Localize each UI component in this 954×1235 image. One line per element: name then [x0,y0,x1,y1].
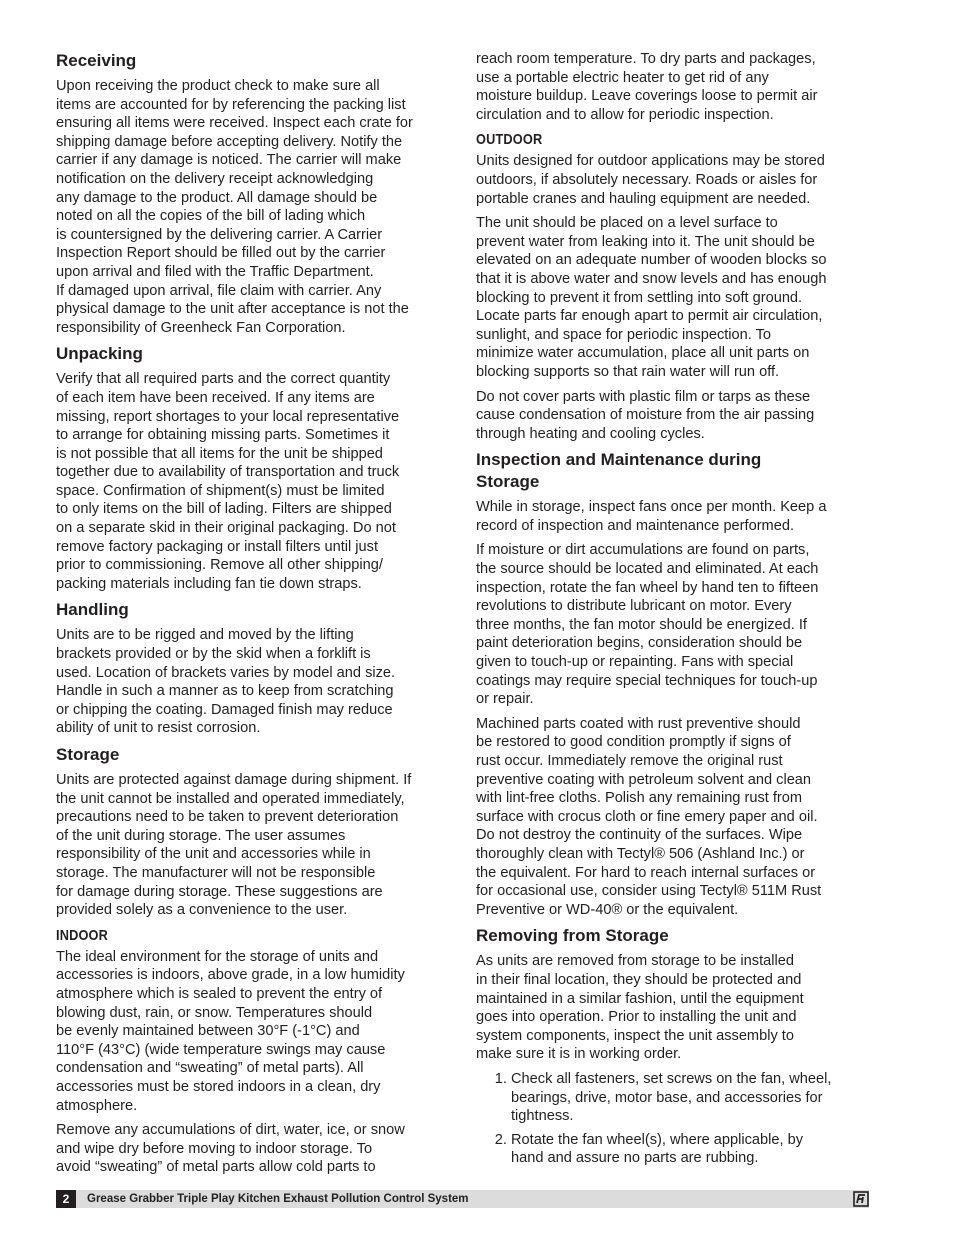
removing-steps-list [476,1070,874,1168]
indoor-paragraph-2: Remove any accumulations of dirt, water, ice, or snow and wipe dry before moving to indoor storage. To avoid “sweating” of metal parts allow cold parts to [56,1122,405,1176]
right-column [476,50,874,1173]
left-column [56,50,456,1183]
removing-heading: Removing from Storage [476,926,669,946]
outdoor-paragraph-3: Do not cover parts with plastic film or tarps as these cause condensation of moisture from the air passing through heating and cooling cycles. [476,388,815,442]
indoor-paragraph-continued: reach room temperature. To dry parts and packages, use a portable electric heater to get rid of any moisture buildup. Leave coverings loose to permit air circulation and to allow for periodic inspection. [476,51,818,123]
inspection-paragraph-3: Machined parts coated with rust preventive should be restored to good condition promptly if signs of rust occur. Immediately remove the original rust preventive coating with petroleum solvent and clean with lint-free cloths. Polish any remaining rust from surface with crocus cloth or fine emery paper and oil. Do not destroy the continuity of the surfaces. Wipe thoroughly clean with Tectyl® 506 (Ashland Inc.) or the equivalent. For hard to reach internal surfaces or for occasional use, consider using Tectyl® 511M Rust Preventive or WD-40® or the equivalent. [476,715,822,918]
removing-paragraph: As units are removed from storage to be installed in their final location, they should be protected and maintained in a similar fashion, until the equipment goes into operation. Prior to installing the unit and system components, inspect the unit assembly to make sure it is in working order. [476,953,804,1063]
outdoor-paragraph-2: The unit should be placed on a level surface to prevent water from leaking into it. The unit should be elevated on an adequate number of wooden blocks so that it is above water and snow levels and has enough blocking to prevent it from settling into soft ground. Locate parts far enough apart to permit air circulation, sunlight, and space for periodic inspection. To minimize water accumulation, place all unit parts on blocking supports so that rain water will run off. [476,215,827,380]
greenheck-logo-icon [853,1191,869,1207]
page-number: 2 [56,1190,76,1208]
inspection-heading: Inspection and Maintenance during Storage [476,450,762,492]
indoor-subheading: INDOOR [56,926,109,944]
page-footer [56,1190,869,1208]
inspection-paragraph-1: While in storage, inspect fans once per month. Keep a record of inspection and maintenance performed. [476,499,827,534]
handling-heading: Handling [56,600,129,620]
handling-paragraph: Units are to be rigged and moved by the lifting brackets provided or by the skid when a forklift is used. Location of brackets varies by model and size. Handle in such a manner as to keep from scratching or chipping the coating. Damaged finish may reduce ability of unit to resist corrosion. [56,627,396,737]
outdoor-subheading: OUTDOOR [476,131,543,149]
unpacking-paragraph: Verify that all required parts and the correct quantity of each item have been received. If any items are missing, report shortages to your local representative to arrange for obtaining missing parts. Sometimes it is not possible that all items for the unit be shipped together due to availability of transportation and truck space. Confirmation of shipment(s) must be limited to only items on the bill of lading. Filters are shipped on a separate skid in their original packaging. Do not remove factory packaging or install filters until just prior to commissioning. Remove all other shipping/ packing materials including fan tie down straps. [56,371,400,592]
indoor-paragraph-1: The ideal environment for the storage of units and accessories is indoors, above grade, in a low humidity atmosphere which is sealed to prevent the entry of blowing dust, rain, or snow. Temperatures should be evenly maintained between 30°F (-1°C) and 110°F (43°C) (wide temperature swings may cause condensation and “sweating” of metal parts). All accessories must be stored indoors in a clean, dry atmosphere. [56,948,405,1114]
footer-title: Grease Grabber Triple Play Kitchen Exhaust Pollution Control System [87,1193,469,1205]
receiving-paragraph: Upon receiving the product check to make sure all items are accounted for by referencing the packing list ensuring all items were received. Inspect each crate for shipping damage before accepting delivery. Notify the carrier if any damage is noticed. The carrier will make notification on the delivery receipt acknowledging any damage to the product. All damage should be noted on all the copies of the bill of lading which is countersigned by the delivering carrier. A Carrier Inspection Report should be filled out by the carrier upon arrival and filed with the Traffic Department. If damaged upon arrival, file claim with carrier. Any physical damage to the unit after acceptance is not the responsibility of Greenheck Fan Corporation. [56,78,413,336]
outdoor-paragraph-1: Units designed for outdoor applications may be stored outdoors, if absolutely necessary. Roads or aisles for portable cranes and hauling equipment are needed. [476,153,825,207]
receiving-heading: Receiving [56,51,137,70]
list-item: 1. Check all fasteners, set screws on the fan, wheel, bearings, drive, motor base, and accessories for tightness. [511,1070,874,1126]
storage-paragraph: Units are protected against damage during shipment. If the unit cannot be installed and operated immediately, precautions need to be taken to prevent deterioration of the unit during storage. The user assumes responsibility of the unit and accessories while in storage. The manufacturer will not be responsible for damage during storage. These suggestions are provided solely as a convenience to the user. [56,772,412,919]
storage-heading: Storage [56,745,120,764]
inspection-paragraph-2: If moisture or dirt accumulations are found on parts, the source should be located and eliminated. At each inspection, rotate the fan wheel by hand ten to fifteen revolutions to distribute lubricant on motor. Every three months, the fan motor should be energized. If paint deterioration begins, consideration should be given to touch-up or repainting. Fans with special coatings may require special techniques for touch-up or repair. [476,542,819,708]
unpacking-heading: Unpacking [56,344,143,364]
list-item: 2. Rotate the fan wheel(s), where applicable, by hand and assure no parts are rubbing. [511,1131,874,1168]
